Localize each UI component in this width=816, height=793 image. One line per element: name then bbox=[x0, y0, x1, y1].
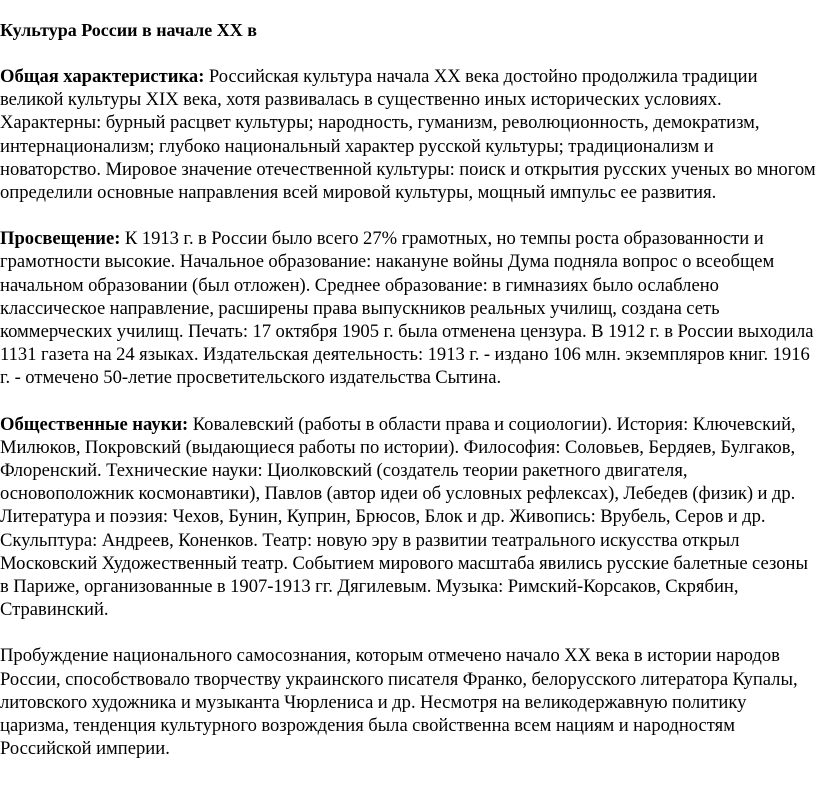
paragraph-general bbox=[0, 65, 816, 204]
paragraph-text: К 1913 г. в России было всего 27% грамотных, но темпы роста образованности и грамотности высокие. Начальное образование: накануне войны Дума подняла вопрос о всеобщем начальном образовании (был отложен). Среднее образование: в гимназиях было ослаблено классическое направление, расширены права выпускников реальных училищ, создана сеть коммерческих училищ. Печать: 17 октября 1905 г. была отменена цензура. В 1912 г. в России выходила 1131 газета на 24 языках. Издательская деятельность: 1913 г. - издано 106 млн. экземпляров книг. 1916 г. - отмечено 50-летие просветительского издательства Сытина. bbox=[0, 228, 814, 389]
paragraph-text: Пробуждение национального самосознания, которым отмечено начало XX века в истории народов России, способствовало творчеству украинского писателя Франко, белорусского литератора Купалы, литовского художника и музыканта Чюрлениса и др. Несмотря на великодержавную политику царизма, тенденция культурного возрождения была свойственна всем нациям и народностям Российской империи. bbox=[0, 645, 798, 760]
paragraph-text: Российская культура начала XX века достойно продолжила традиции великой культуры XIX века, хотя развивалась в существенно иных исторических условиях. Характерны: бурный расцвет культуры; народность, гуманизм, революционность, демократизм, интернационализм; глубоко национальный характер русской культуры; традиционализм и новаторство. Мировое значение отечественной культуры: поиск и открытия русских ученых во многом определили основные направления всей мировой культуры, мощный импульс ее развития. bbox=[0, 66, 816, 204]
paragraph-label: Общественные науки: bbox=[0, 413, 189, 435]
paragraph-social-sciences bbox=[0, 413, 816, 622]
document-title: Культура России в начале XX в bbox=[0, 20, 257, 40]
paragraph-national-awakening bbox=[0, 644, 816, 760]
paragraph-label: Общая характеристика: bbox=[0, 66, 205, 87]
paragraph-text: Ковалевский (работы в области права и социологии). История: Ключевский, Милюков, Покровский (выдающиеся работы по истории). Философия: Соловьев, Бердяев, Булгаков, Флоренский. Технические науки: Циолковский (создатель теории ракетного двигателя, основоположник космонавтики), Павлов (автор идеи об условных рефлексах), Лебедев (физик) и др. Литература и поэзия: Чехов, Бунин, Куприн, Брюсов, Блок и др. Живопись: Врубель, Серов и др. Скульптура: Андреев, Коненков. Театр: новую эру в развитии театрального искусства открыл Московский Художественный театр. Событием мирового масштаба явились русские балетные сезоны в Париже, организованные в 1907-1913 гг. Дягилевым. Музыка: Римский-Корсаков, Скрябин, Стравинский. bbox=[0, 413, 808, 621]
paragraph-education bbox=[0, 227, 816, 389]
paragraph-label: Просвещение: bbox=[0, 228, 121, 250]
